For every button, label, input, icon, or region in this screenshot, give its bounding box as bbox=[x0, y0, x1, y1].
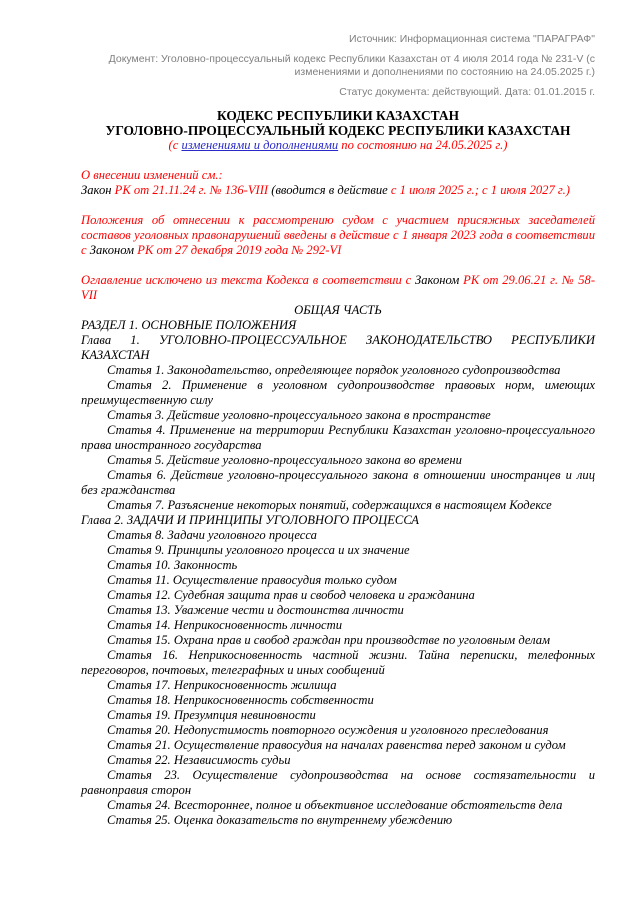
toc-article-item: Статья 4. Применение на территории Республики Казахстан уголовно-процессуального права иностранного государства bbox=[81, 423, 595, 452]
toc-article-item: Статья 10. Законность bbox=[107, 558, 238, 572]
meta-document-line: Документ: Уголовно-процессуальный кодекс Республики Казахстан от 4 июля 2014 года № 231-V (с изменениями и дополнениями по состоянию на 24.05.2025 г.) bbox=[108, 53, 595, 78]
amendments-line bbox=[81, 138, 595, 153]
blank-line bbox=[81, 258, 595, 273]
toc-article-item: Статья 16. Неприкосновенность частной жизни. Тайна переписки, телефонных переговоров, почтовых, телеграфных и иных сообщений bbox=[81, 648, 595, 677]
toc-article-item: Статья 23. Осуществление судопроизводства на основе состязательности и равноправия сторон bbox=[81, 768, 595, 797]
toc-article-item: Статья 2. Применение в уголовном судопроизводстве правовых норм, имеющих преимущественную силу bbox=[81, 378, 595, 407]
toc-list bbox=[81, 303, 595, 828]
toc-article-item: Статья 6. Действие уголовно-процессуального закона в отношении иностранцев и лиц без гражданства bbox=[81, 468, 595, 497]
note-jury-provisions bbox=[81, 213, 595, 258]
toc-article-item: Статья 11. Осуществление правосудия только судом bbox=[107, 573, 397, 587]
text-segment: Положения об отнесении к рассмотрению судом с участием присяжных заседателей составов уголовных правонарушений введены в действие с 1 января 2023 года в соответствии с bbox=[81, 213, 595, 257]
meta-status-line: Статус документа: действующий. Дата: 01.01.2015 г. bbox=[339, 86, 595, 98]
toc-article-item: Статья 8. Задачи уголовного процесса bbox=[107, 528, 317, 542]
toc-article-item: Статья 17. Неприкосновенность жилища bbox=[107, 678, 337, 692]
inline-link[interactable]: РК от 21.11.24 г. № 136-VIII bbox=[114, 183, 269, 197]
text-segment: (вводится в действие bbox=[268, 183, 391, 197]
toc-article-item: Статья 1. Законодательство, определяющее порядок уголовного судопроизводства bbox=[107, 363, 561, 377]
text-segment: по состоянию на 24.05.2025 г.) bbox=[338, 138, 508, 152]
toc-article-item: Статья 22. Независимость судьи bbox=[107, 753, 291, 767]
toc-chapter-heading: Глава 2. ЗАДАЧИ И ПРИНЦИПЫ УГОЛОВНОГО ПРОЦЕССА bbox=[81, 513, 419, 527]
toc-article-item: Статья 14. Неприкосновенность личности bbox=[107, 618, 342, 632]
toc-chapter-heading: Глава 1. УГОЛОВНО-ПРОЦЕССУАЛЬНОЕ ЗАКОНОДАТЕЛЬСТВО РЕСПУБЛИКИ КАЗАХСТАН bbox=[81, 333, 595, 362]
inline-link[interactable]: РК от 29.06.21 г. № 58-VII bbox=[81, 273, 596, 302]
text-segment: (с bbox=[168, 138, 182, 152]
title-line-1: КОДЕКС РЕСПУБЛИКИ КАЗАХСТАН bbox=[216, 108, 460, 123]
blank-line bbox=[81, 153, 595, 168]
text-segment: Законом bbox=[415, 273, 464, 287]
toc-article-item: Статья 3. Действие уголовно-процессуального закона в пространстве bbox=[107, 408, 491, 422]
toc-article-item: Статья 15. Охрана прав и свобод граждан при производстве по уголовным делам bbox=[107, 633, 551, 647]
toc-article-item: Статья 18. Неприкосновенность собственности bbox=[107, 693, 374, 707]
document-meta bbox=[81, 33, 595, 99]
toc-article-item: Статья 25. Оценка доказательств по внутреннему убеждению bbox=[107, 813, 453, 827]
inline-link[interactable]: РК от 27 декабря 2019 года № 292-VI bbox=[137, 243, 342, 257]
toc-article-item: Статья 5. Действие уголовно-процессуального закона во времени bbox=[107, 453, 462, 467]
meta-source-line: Источник: Информационная система "ПАРАГРАФ" bbox=[349, 33, 595, 45]
toc-article-item: Статья 19. Презумпция невиновности bbox=[107, 708, 316, 722]
text-segment: Оглавление исключено из текста Кодекса в соответствии с bbox=[81, 273, 415, 287]
inline-link[interactable]: изменениями и дополнениями bbox=[181, 138, 339, 152]
toc-article-item: Статья 12. Судебная защита прав и свобод человека и гражданина bbox=[107, 588, 475, 602]
document-body bbox=[81, 138, 595, 828]
text-segment: с 1 июля 2025 г.; с 1 июля 2027 г.) bbox=[390, 183, 571, 197]
note-intro: О внесении изменений см.: bbox=[81, 168, 223, 182]
toc-article-item: Статья 20. Недопустимость повторного осуждения и уголовного преследования bbox=[107, 723, 549, 737]
note-law-reference bbox=[81, 183, 595, 198]
toc-part-heading: ОБЩАЯ ЧАСТЬ bbox=[294, 303, 382, 317]
note-toc-excluded bbox=[81, 273, 595, 303]
text-segment: Законом bbox=[89, 243, 138, 257]
toc-article-item: Статья 7. Разъяснение некоторых понятий, содержащихся в настоящем Кодексе bbox=[107, 498, 552, 512]
toc-section-heading: РАЗДЕЛ 1. ОСНОВНЫЕ ПОЛОЖЕНИЯ bbox=[81, 318, 297, 332]
toc-article-item: Статья 13. Уважение чести и достоинства личности bbox=[107, 603, 404, 617]
toc-article-item: Статья 9. Принципы уголовного процесса и их значение bbox=[107, 543, 410, 557]
title-line-2: УГОЛОВНО-ПРОЦЕССУАЛЬНЫЙ КОДЕКС РЕСПУБЛИКИ КАЗАХСТАН bbox=[105, 123, 571, 138]
document-title bbox=[81, 108, 595, 138]
toc-article-item: Статья 24. Всестороннее, полное и объективное исследование обстоятельств дела bbox=[107, 798, 563, 812]
toc-article-item: Статья 21. Осуществление правосудия на началах равенства перед законом и судом bbox=[107, 738, 566, 752]
blank-line bbox=[81, 198, 595, 213]
text-segment: Закон bbox=[81, 183, 115, 197]
